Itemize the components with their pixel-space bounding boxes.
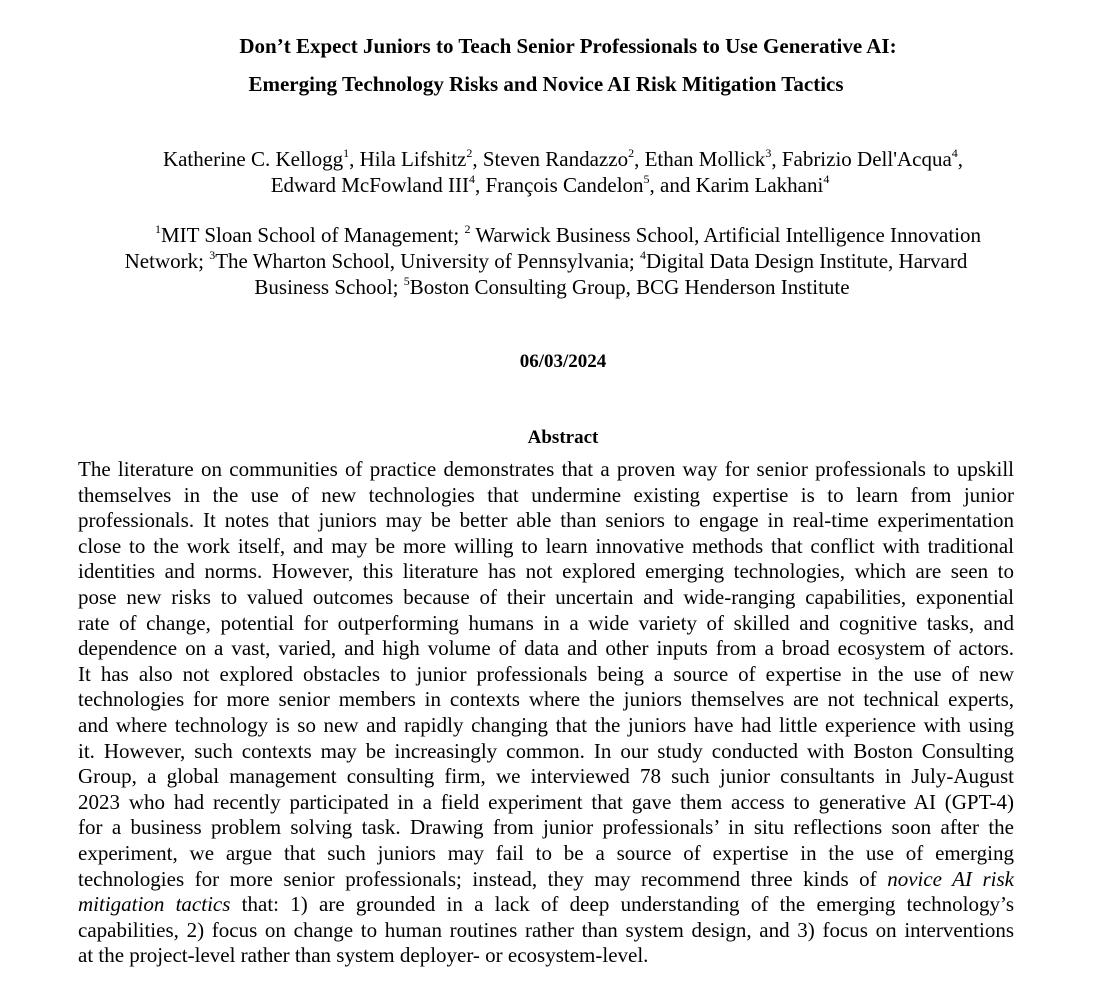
author-separator: , and [649, 173, 696, 197]
affiliation-mark: 4 [640, 248, 647, 262]
author-name: Fabrizio Dell'Acqua [781, 147, 952, 171]
abstract-line: It has also not explored obstacles to junior professionals being a source of expertise in the use of new [78, 661, 1014, 686]
publication-date: 06/03/2024 [519, 351, 607, 372]
abstract-line: themselves in the use of new technologies that undermine existing expertise is to learn from junior [78, 482, 1014, 507]
author-separator: , [472, 147, 483, 171]
paper-title-line-2: Emerging Technology Risks and Novice AI Risk Mitigation Tactics [248, 72, 844, 96]
author-line-2 [0, 172, 1112, 198]
author-affiliation-mark: 2 [466, 146, 473, 160]
affiliation-mark: 1 [154, 222, 161, 236]
abstract-body [78, 457, 1014, 969]
author-separator: , [474, 173, 486, 197]
author-name: Edward McFowland III [270, 173, 469, 197]
abstract-text: technologies for more senior professionals; instead, they may recommend three kinds of [78, 866, 877, 891]
abstract-heading: Abstract [527, 427, 599, 448]
abstract-line: identities and norms. However, this literature has not explored emerging technologies, which are seen to [78, 559, 1014, 584]
affiliation-line-1 [24, 222, 1112, 248]
author-name: Karim Lakhani [695, 173, 824, 197]
affiliation-text: Network; [124, 249, 210, 273]
affiliation-text: Business School; [254, 275, 404, 299]
affiliation-text: The Wharton School, University of Pennsylvania; [215, 249, 641, 273]
author-name: Katherine C. Kellogg [162, 147, 344, 171]
author-separator: , [771, 147, 782, 171]
affiliation-text: Warwick Business School, Artificial Intelligence Innovation [470, 223, 982, 247]
abstract-line: at the project-level rather than system deployer- or ecosystem-level. [78, 943, 649, 968]
author-separator: , [957, 147, 964, 171]
abstract-line-with-italic [78, 867, 1014, 893]
author-separator: , [349, 147, 360, 171]
author-affiliation-mark: 4 [468, 172, 475, 186]
paper-title-line-1: Don’t Expect Juniors to Teach Senior Professionals to Use Generative AI: [239, 34, 897, 58]
abstract-line: experiment, we argue that such juniors may fail to be a source of expertise in the use of emerging [78, 840, 1014, 865]
author-affiliation-mark: 4 [823, 172, 830, 186]
abstract-italic-term: novice AI risk [887, 866, 1014, 891]
abstract-line: technologies for more senior members in contexts where the juniors themselves are not technical experts, [78, 687, 1014, 712]
abstract-line: The literature on communities of practice demonstrates that a proven way for senior professionals to upskill [78, 457, 1014, 481]
author-name: Hila Lifshitz [359, 147, 467, 171]
author-affiliation-mark: 4 [951, 146, 958, 160]
abstract-line-with-italic [78, 892, 1014, 918]
affiliation-mark: 3 [209, 248, 216, 262]
author-name: François Candelon [485, 173, 644, 197]
author-affiliation-mark: 3 [765, 146, 772, 160]
affiliation-mark: 2 [464, 222, 471, 236]
abstract-line: pose new risks to valued outcomes because of their uncertain and wide-ranging capabilities, exponential [78, 584, 1014, 609]
author-list [0, 146, 1112, 198]
abstract-line: rate of change, potential for outperforming humans in a wide variety of skilled and cognitive tasks, and [78, 610, 1014, 635]
abstract-line: and where technology is so new and rapidly changing that the juniors have had little experience with using [78, 712, 1014, 737]
author-name: Steven Randazzo [482, 147, 629, 171]
affiliation-mark: 5 [403, 274, 410, 288]
affiliation-text: MIT Sloan School of Management; [160, 223, 465, 247]
abstract-line: capabilities, 2) focus on change to human routines rather than system design, and 3) focus on interventions [78, 917, 1014, 942]
author-affiliation-mark: 2 [628, 146, 635, 160]
abstract-line: close to the work itself, and may be more willing to learn innovative methods that conflict with traditional [78, 533, 1014, 558]
author-separator: , [634, 147, 645, 171]
abstract-line: for a business problem solving task. Drawing from junior professionals’ in situ reflections soon after the [78, 815, 1014, 840]
affiliation-text: Boston Consulting Group, BCG Henderson Institute [409, 275, 850, 299]
author-affiliation-mark: 5 [643, 172, 650, 186]
abstract-line: 2023 who had recently participated in a field experiment that gave them access to generative AI (GPT-4) [78, 789, 1014, 814]
affiliation-list [0, 222, 1112, 300]
affiliation-line-2 [0, 248, 1112, 274]
author-affiliation-mark: 1 [343, 146, 350, 160]
affiliation-text: Digital Data Design Institute, Harvard [646, 249, 968, 273]
abstract-italic-term: mitigation tactics [78, 892, 231, 917]
abstract-line: dependence on a vast, varied, and high volume of data and other inputs from a broad ecosystem of actors. [78, 636, 1014, 661]
author-line-1 [14, 146, 1112, 172]
author-name: Ethan Mollick [644, 147, 766, 171]
abstract-line: it. However, such contexts may be increasingly common. In our study conducted with Boston Consulting [78, 738, 1014, 763]
abstract-line: Group, a global management consulting firm, we interviewed 78 such junior consultants in July-August [78, 764, 1014, 789]
abstract-text: that: 1) are grounded in a lack of deep understanding of the emerging technology’s [230, 892, 1014, 917]
abstract-line: professionals. It notes that juniors may be better able than seniors to engage in real-time experimentation [78, 508, 1014, 533]
affiliation-line-3 [0, 274, 1112, 300]
